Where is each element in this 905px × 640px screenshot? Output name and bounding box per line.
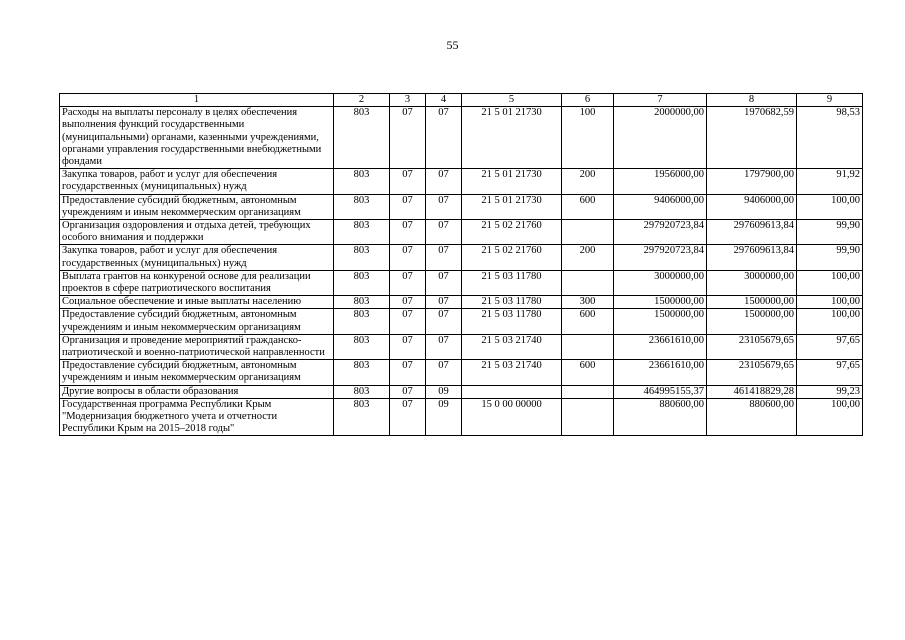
subsection-code: 07 [426, 245, 462, 270]
execution-percent: 99,90 [797, 220, 863, 245]
table-row [60, 360, 863, 385]
target-article-code: 21 5 03 11780 [462, 296, 562, 309]
execution-percent: 97,65 [797, 360, 863, 385]
expense-type-code: 600 [562, 360, 614, 385]
section-code: 07 [390, 107, 426, 169]
target-article-code: 15 0 00 00000 [462, 398, 562, 436]
planned-amount: 1500000,00 [614, 309, 707, 334]
subsection-code: 07 [426, 169, 462, 194]
ministry-code: 803 [334, 169, 390, 194]
expense-name: Организация и проведение мероприятий гражданско-патриотической и военно-патриотической направленности [60, 334, 334, 359]
budget-table [59, 93, 863, 436]
expense-name: Организация оздоровления и отдыха детей, требующих особого внимания и поддержки [60, 220, 334, 245]
ministry-code: 803 [334, 296, 390, 309]
target-article-code: 21 5 03 11780 [462, 270, 562, 295]
executed-amount: 3000000,00 [707, 270, 797, 295]
expense-type-code: 600 [562, 194, 614, 219]
target-article-code [462, 385, 562, 398]
table-row [60, 296, 863, 309]
expense-name: Социальное обеспечение и иные выплаты населению [60, 296, 334, 309]
expense-name: Предоставление субсидий бюджетным, автономным учреждениям и иным некоммерческим организациям [60, 309, 334, 334]
planned-amount: 9406000,00 [614, 194, 707, 219]
executed-amount: 23105679,65 [707, 360, 797, 385]
ministry-code: 803 [334, 270, 390, 295]
section-code: 07 [390, 360, 426, 385]
execution-percent: 99,90 [797, 245, 863, 270]
executed-amount: 1500000,00 [707, 309, 797, 334]
executed-amount: 9406000,00 [707, 194, 797, 219]
column-header: 3 [390, 94, 426, 107]
subsection-code: 07 [426, 194, 462, 219]
expense-name: Расходы на выплаты персоналу в целях обеспечения выполнения функций государственными (муниципальными) органами, казенными учреждениями, органами управления государственными внебюджетными фондами [60, 107, 334, 169]
expense-name: Закупка товаров, работ и услуг для обеспечения государственных (муниципальных) нужд [60, 245, 334, 270]
planned-amount: 3000000,00 [614, 270, 707, 295]
expense-type-code [562, 270, 614, 295]
column-header: 6 [562, 94, 614, 107]
ministry-code: 803 [334, 334, 390, 359]
execution-percent: 98,53 [797, 107, 863, 169]
column-header: 4 [426, 94, 462, 107]
subsection-code: 09 [426, 398, 462, 436]
executed-amount: 297609613,84 [707, 245, 797, 270]
section-code: 07 [390, 220, 426, 245]
section-code: 07 [390, 309, 426, 334]
ministry-code: 803 [334, 107, 390, 169]
subsection-code: 07 [426, 107, 462, 169]
planned-amount: 880600,00 [614, 398, 707, 436]
table-row [60, 245, 863, 270]
expense-type-code [562, 385, 614, 398]
target-article-code: 21 5 01 21730 [462, 107, 562, 169]
planned-amount: 1500000,00 [614, 296, 707, 309]
executed-amount: 1797900,00 [707, 169, 797, 194]
subsection-code: 07 [426, 360, 462, 385]
planned-amount: 23661610,00 [614, 334, 707, 359]
table-row [60, 169, 863, 194]
expense-name: Государственная программа Республики Крым "Модернизация бюджетного учета и отчетности Республики Крым на 2015–2018 годы" [60, 398, 334, 436]
ministry-code: 803 [334, 309, 390, 334]
execution-percent: 100,00 [797, 309, 863, 334]
planned-amount: 297920723,84 [614, 245, 707, 270]
expense-type-code: 600 [562, 309, 614, 334]
planned-amount: 23661610,00 [614, 360, 707, 385]
executed-amount: 297609613,84 [707, 220, 797, 245]
expense-type-code [562, 334, 614, 359]
column-header: 5 [462, 94, 562, 107]
subsection-code: 09 [426, 385, 462, 398]
execution-percent: 100,00 [797, 194, 863, 219]
header-row [60, 94, 863, 107]
column-header: 9 [797, 94, 863, 107]
expense-type-code: 200 [562, 245, 614, 270]
column-header: 1 [60, 94, 334, 107]
planned-amount: 297920723,84 [614, 220, 707, 245]
subsection-code: 07 [426, 220, 462, 245]
column-header: 7 [614, 94, 707, 107]
subsection-code: 07 [426, 296, 462, 309]
expense-name: Предоставление субсидий бюджетным, автономным учреждениям и иным некоммерческим организациям [60, 360, 334, 385]
execution-percent: 91,92 [797, 169, 863, 194]
section-code: 07 [390, 270, 426, 295]
expense-type-code [562, 398, 614, 436]
subsection-code: 07 [426, 334, 462, 359]
ministry-code: 803 [334, 398, 390, 436]
expense-name: Закупка товаров, работ и услуг для обеспечения государственных (муниципальных) нужд [60, 169, 334, 194]
executed-amount: 461418829,28 [707, 385, 797, 398]
page-number: 55 [446, 38, 459, 52]
section-code: 07 [390, 245, 426, 270]
ministry-code: 803 [334, 245, 390, 270]
planned-amount: 464995155,37 [614, 385, 707, 398]
execution-percent: 97,65 [797, 334, 863, 359]
planned-amount: 1956000,00 [614, 169, 707, 194]
target-article-code: 21 5 01 21730 [462, 194, 562, 219]
expense-name: Выплата грантов на конкуреной основе для реализации проектов в сфере патриотического воспитания [60, 270, 334, 295]
executed-amount: 880600,00 [707, 398, 797, 436]
execution-percent: 100,00 [797, 296, 863, 309]
expense-name: Предоставление субсидий бюджетным, автономным учреждениям и иным некоммерческим организациям [60, 194, 334, 219]
target-article-code: 21 5 03 21740 [462, 360, 562, 385]
expense-type-code: 300 [562, 296, 614, 309]
subsection-code: 07 [426, 270, 462, 295]
expense-type-code [562, 220, 614, 245]
ministry-code: 803 [334, 385, 390, 398]
execution-percent: 100,00 [797, 398, 863, 436]
planned-amount: 2000000,00 [614, 107, 707, 169]
expense-type-code: 100 [562, 107, 614, 169]
subsection-code: 07 [426, 309, 462, 334]
executed-amount: 1970682,59 [707, 107, 797, 169]
target-article-code: 21 5 03 21740 [462, 334, 562, 359]
target-article-code: 21 5 01 21730 [462, 169, 562, 194]
ministry-code: 803 [334, 220, 390, 245]
column-header: 2 [334, 94, 390, 107]
section-code: 07 [390, 194, 426, 219]
section-code: 07 [390, 385, 426, 398]
column-header: 8 [707, 94, 797, 107]
execution-percent: 99,23 [797, 385, 863, 398]
section-code: 07 [390, 169, 426, 194]
table-row [60, 107, 863, 169]
executed-amount: 23105679,65 [707, 334, 797, 359]
target-article-code: 21 5 03 11780 [462, 309, 562, 334]
table-row [60, 334, 863, 359]
ministry-code: 803 [334, 194, 390, 219]
table-row [60, 398, 863, 436]
section-code: 07 [390, 296, 426, 309]
table-row [60, 220, 863, 245]
execution-percent: 100,00 [797, 270, 863, 295]
section-code: 07 [390, 398, 426, 436]
table-row [60, 385, 863, 398]
table-row [60, 309, 863, 334]
table-row [60, 194, 863, 219]
expense-name: Другие вопросы в области образования [60, 385, 334, 398]
target-article-code: 21 5 02 21760 [462, 220, 562, 245]
executed-amount: 1500000,00 [707, 296, 797, 309]
section-code: 07 [390, 334, 426, 359]
target-article-code: 21 5 02 21760 [462, 245, 562, 270]
ministry-code: 803 [334, 360, 390, 385]
table-row [60, 270, 863, 295]
expense-type-code: 200 [562, 169, 614, 194]
